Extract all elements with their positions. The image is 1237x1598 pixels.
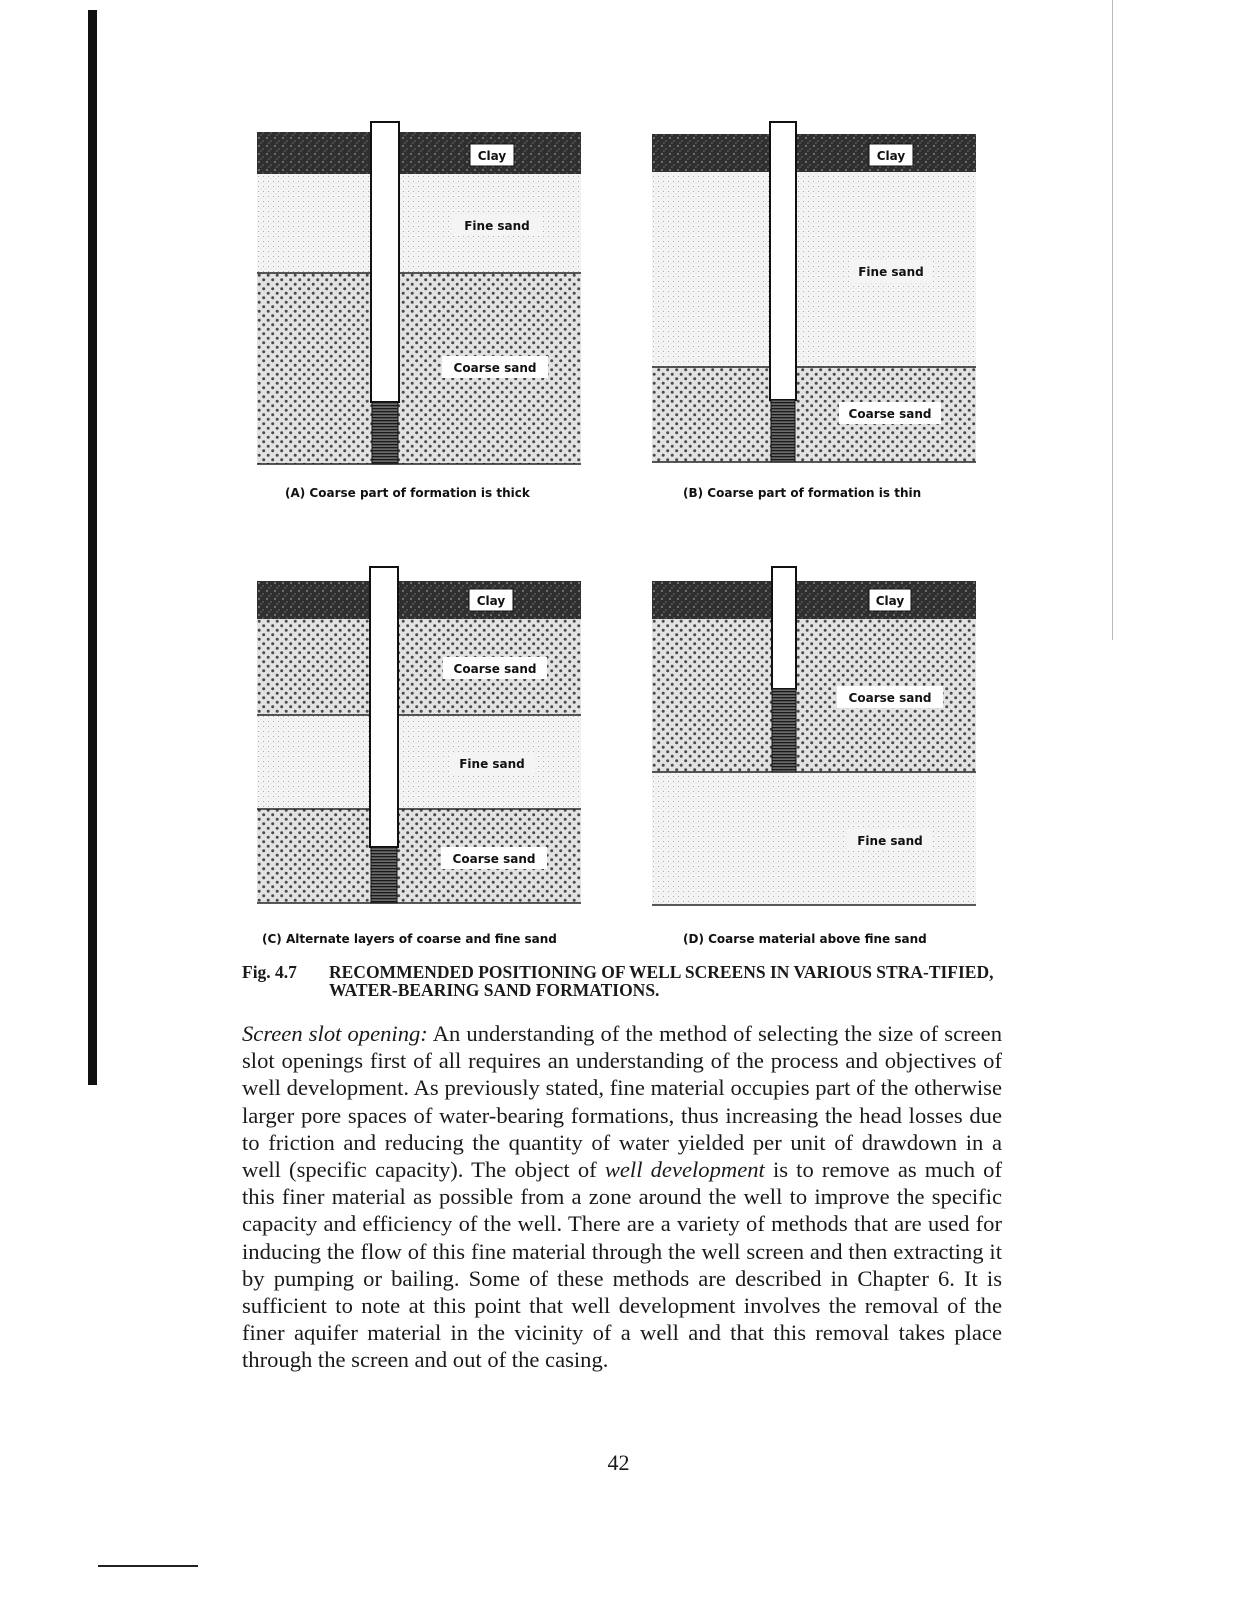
figure-title	[242, 963, 1002, 999]
panel-d-caption: (D) Coarse material above fine sand	[683, 932, 927, 946]
page-number: 42	[607, 1450, 630, 1475]
panel-a	[257, 120, 581, 466]
clay-layer	[257, 132, 581, 174]
well-screen	[772, 689, 796, 772]
well-screen	[771, 400, 795, 462]
panel-d	[652, 565, 976, 907]
layer-label: Fine sand	[464, 219, 530, 233]
body-paragraph	[242, 1020, 1002, 1374]
scan-bottom-mark	[98, 1565, 198, 1567]
panel-a-caption: (A) Coarse part of formation is thick	[285, 486, 530, 500]
well-casing	[371, 122, 399, 402]
well-casing	[772, 567, 796, 689]
well-screen	[371, 847, 397, 903]
layer-label: Fine sand	[459, 757, 525, 771]
paragraph-lead: Screen slot opening:	[242, 1021, 428, 1046]
layer-label: Coarse sand	[453, 361, 537, 375]
clay-layer	[257, 581, 581, 619]
figure-label: Fig. 4.7	[242, 962, 297, 982]
well-casing	[770, 122, 796, 400]
layer-label: Coarse sand	[848, 691, 932, 705]
figure-title-text: RECOMMENDED POSITIONING OF WELL SCREENS IN VARIOUS STRA-TIFIED, WATER-BEARING SAND FORMATIONS.	[329, 962, 994, 1000]
layer-label: Clay	[876, 149, 906, 163]
paragraph-text: is to remove as much of this finer material as possible from a zone around the well to improve the specific capacity and efficiency of the well. There are a variety of methods that are used for inducing the flow of this fine material through the well screen and then extracting it by pumping or bailing. Some of these methods are described in Chapter 6. It is sufficient to note at this point that well development involves the removal of the finer aquifer material in the vicinity of a well and that this removal takes place through the screen and out of the casing.	[242, 1157, 1002, 1373]
well-screen	[372, 402, 398, 464]
well-casing	[370, 567, 398, 847]
layer-label: Fine sand	[858, 265, 924, 279]
layer-label: Fine sand	[857, 834, 923, 848]
scan-edge-bar	[88, 10, 97, 1085]
panel-b	[652, 120, 976, 464]
clay-layer	[652, 134, 976, 172]
layer-label: Coarse sand	[453, 662, 537, 676]
layer-label: Coarse sand	[452, 852, 536, 866]
panel-c	[257, 565, 581, 905]
layer-label: Clay	[477, 149, 507, 163]
panel-c-caption: (C) Alternate layers of coarse and fine sand	[262, 932, 557, 946]
paragraph-text: An understanding of the method of selecting the size of screen slot openings first of all requires an understanding of the process and objectives of well development. As previously stated, fine material occupies part of the otherwise larger pore spaces of water-bearing formations, thus increasing the head losses due to friction and reducing the quantity of water yielded per unit of drawdown in a well (specific capacity). The object of	[242, 1021, 1003, 1183]
clay-layer	[652, 581, 976, 619]
paragraph-term: well development	[604, 1157, 765, 1183]
panel-b-caption: (B) Coarse part of formation is thin	[683, 486, 922, 500]
layer-label: Coarse sand	[848, 407, 932, 421]
layer-label: Clay	[875, 594, 905, 608]
layer-label: Clay	[476, 594, 506, 608]
scan-margin-line	[1112, 0, 1113, 640]
